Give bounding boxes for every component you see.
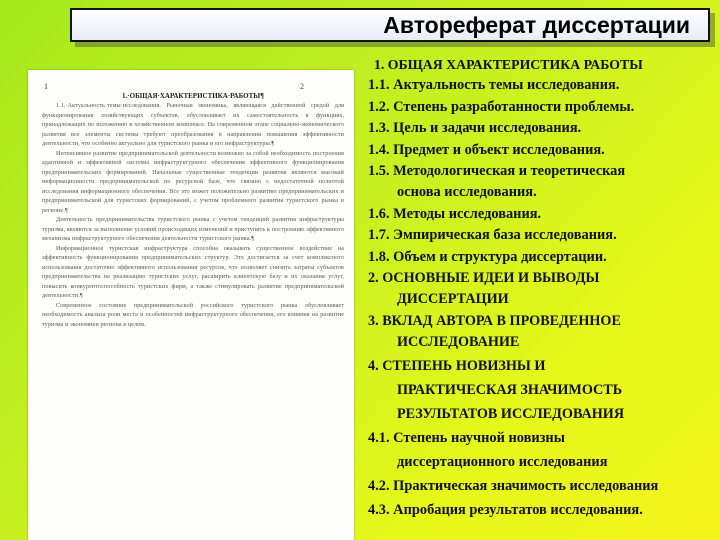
contents-item: 4.3. Апробация результатов исследования. <box>368 501 643 518</box>
contents-item: 1.7. Эмпирическая база исследования. <box>368 227 617 244</box>
document-heading: 1.·ОБЩАЯ·ХАРАКТЕРИСТИКА·РАБОТЫ¶ <box>122 92 264 100</box>
contents-item: 1. ОБЩАЯ ХАРАКТЕРИСТИКА РАБОТЫ <box>374 57 643 72</box>
contents-item: 1.5. Методологическая и теоретическая <box>368 163 626 180</box>
contents-item: 4.2. Практическая значимость исследования <box>368 477 659 494</box>
contents-item: 1.3. Цель и задачи исследования. <box>368 120 582 137</box>
contents-item: 1.4. Предмет и объект исследования. <box>368 141 605 158</box>
page-marks <box>42 82 344 91</box>
slide-title: Автореферат диссертации <box>383 12 690 38</box>
page-mark-left: 1 <box>44 82 48 91</box>
document-scan <box>28 70 354 540</box>
contents-item: 1.6. Методы исследования. <box>368 205 542 222</box>
document-paragraph: Информационное туристская инфраструктура способна оказывать существенное воздействие на эффективность функционирования предпринимательских структур. Это достигается за счет комплексного использования достаточно эффективного использования ресурсов, что позволяет снизить затраты субъектов предпринимательства на реализацию туристских услуг, расширить клиентскую базу и их оказания услуг, повысить конкурентоспособность туристских фирм, а также стимулировать развитие предпринимательской деятельности.¶ <box>42 245 344 299</box>
contents-item: 4.1. Степень научной новизны <box>368 429 565 446</box>
contents-item: 4. СТЕПЕНЬ НОВИЗНЫ И <box>368 357 546 374</box>
contents-item: 1.1. Актуальность темы исследования. <box>368 77 620 94</box>
document-body <box>42 102 344 330</box>
document-paragraph: Современное состояние предпринимательской российского туристского рынка обусловливает необходимость анализа роли места и особенностей инфраструктурного обеспечения, его влияния на развитие туризма и экономики региона в целом. <box>42 302 344 328</box>
page-mark-right: 2 <box>300 82 304 91</box>
contents-item: ПРАКТИЧЕСКАЯ ЗНАЧИМОСТЬ <box>397 381 623 398</box>
contents-item: 2. ОСНОВНЫЕ ИДЕИ И ВЫВОДЫ <box>368 270 600 287</box>
document-paragraph: 1.1.·Актуальность·темы·исследования. Рыночная экономика, являющаяся действенной средой для функционирования хозяйствующих субъектов, обусловливает их самостоятельность в функциях, принадлежащих по положению в хозяйственном комплексе. На современном этапе социально-экономического развития все элементы системы требуют преобразования в направлении повышения эффективности деятельности, что особенно актуально для туристского рынка и его инфраструктуры.¶ <box>42 103 344 147</box>
contents-item: 1.8. Объем и структура диссертации. <box>368 248 607 265</box>
contents-item: диссертационного исследования <box>397 453 608 470</box>
contents-item: основа исследования. <box>397 184 537 201</box>
contents-item: ИССЛЕДОВАНИЕ <box>397 334 520 351</box>
contents-item: РЕЗУЛЬТАТОВ ИССЛЕДОВАНИЯ <box>397 405 625 422</box>
document-paragraph: Деятельность предпринимательства туристского рынка с учетом тенденций развития инфраструктуры туризма, являются за выполнение условий происходящих изменений и приступить к построению эффективного механизма инфраструктурного обеспечения деятельности туристского рынка.¶ <box>42 217 344 242</box>
contents-item: 1.2. Степень разработанности проблемы. <box>368 98 635 115</box>
contents-item: ДИССЕРТАЦИИ <box>397 291 509 308</box>
contents-list <box>368 54 714 522</box>
title-bar <box>70 8 710 42</box>
document-paragraph: Интенсивное развитие предпринимательской деятельности возможно за собой необходимость построения адаптивной и эффективной системы инфраструктурного обеспечения эффективного функционирования предпринимательских формирований. Начальные существенные тенденции развития являются высокий информационности предпринимательской по ресурсной базе, что связано с недостаточной полнотой исследования информационного обеспечения. Все это может положительно развитию предпринимательских и предпринимательской для туристских формирований, с учетом проблемного развития туристского рынка в регионе.¶ <box>42 150 344 214</box>
contents-item: 3. ВКЛАД АВТОРА В ПРОВЕДЕННОЕ <box>368 312 621 329</box>
